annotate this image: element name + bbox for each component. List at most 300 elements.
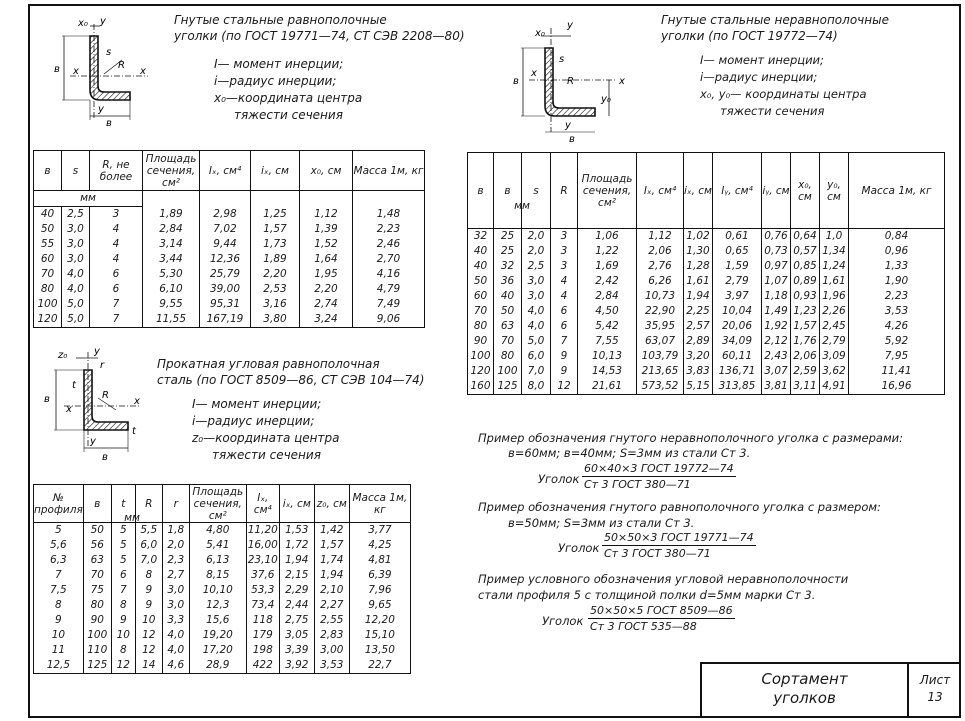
def-inertia-radius: i—радиус инерции; [192,414,315,428]
table-cell: 36 [494,274,522,289]
table-row [468,229,945,245]
table-cell: 2,0 [522,229,551,245]
table-cell: 7 [90,297,143,312]
table-cell: 3,39 [279,643,314,658]
table-cell: 4,26 [849,319,945,334]
table-cell: 3 [551,244,578,259]
table-cell: 15,10 [349,628,410,643]
table-cell: 63 [83,553,111,568]
rolled-equal-angle-diagram [36,344,156,464]
table-cell: 198 [246,643,279,658]
table-cell: 2,70 [353,252,425,267]
table-cell: 9,44 [200,237,251,252]
table-cell: 6,39 [349,568,410,583]
table-cell: 7,0 [522,364,551,379]
table-cell: 19,20 [189,628,246,643]
table-row [34,628,411,643]
y-label-bottom: y [90,436,96,447]
R-label: R [118,60,125,71]
table-cell: 6 [551,304,578,319]
table-cell: 4,0 [522,304,551,319]
table-cell: 73,4 [246,598,279,613]
table-cell: 17,20 [189,643,246,658]
table-cell: 4 [90,222,143,237]
table-cell: 125 [494,379,522,395]
table-cell: 2,23 [353,222,425,237]
table-cell: 6,10 [143,282,200,297]
table-cell: 5 [111,538,135,553]
table-cell: 8 [34,598,84,613]
example-1-line-1: Пример обозначения гнутого неравнополочного уголка с размерами: [478,431,903,445]
sheet-title [702,670,907,708]
table-row [34,267,425,282]
table-cell: 3,81 [762,379,791,395]
col-mass: Масса 1м, кг [849,153,945,229]
table-cell: 1,52 [300,237,353,252]
table-row [34,568,411,583]
col-ix: iₓ, см [251,151,300,191]
table-cell: 1,33 [849,259,945,274]
table-cell: 213,65 [637,364,684,379]
table-cell: 0,76 [762,229,791,245]
table-cell: 9 [111,613,135,628]
bent-unequal-angle-diagram [505,14,635,144]
table-cell: 2,76 [637,259,684,274]
table-cell: 2,20 [300,282,353,297]
table-cell: 1,39 [300,222,353,237]
table-cell: 2,59 [791,364,820,379]
table-cell: 120 [468,364,494,379]
example-2-numerator: 50×50×3 ГОСТ 19771—74 [604,531,754,544]
col-t: t [111,485,135,523]
table-cell: 4,0 [522,319,551,334]
table-cell: 1,18 [762,289,791,304]
table-cell: 1,90 [849,274,945,289]
table-cell: 2,5 [522,259,551,274]
table-cell: 118 [246,613,279,628]
table-cell: 3,07 [762,364,791,379]
example-2-word: Уголок [558,541,600,555]
col-Iy: Iᵧ, см⁴ [713,153,762,229]
table-row [34,297,425,312]
example-3-word: Уголок [542,614,584,628]
table-cell: 0,97 [762,259,791,274]
col-profile: № профиля [34,485,84,523]
table-cell: 6,3 [34,553,84,568]
table-cell: 25 [494,244,522,259]
table-cell: 95,31 [200,297,251,312]
y-label-bottom: y [98,104,104,115]
table-cell: 2,10 [314,583,349,598]
table-cell: 9,55 [143,297,200,312]
table-cell: 70 [494,334,522,349]
def-centroid: x₀—координата центра [214,91,363,105]
table-cell: 40 [494,289,522,304]
table-cell: 10,13 [578,349,637,364]
table-cell: 16,00 [247,539,278,551]
table-cell: 7 [111,583,135,598]
table-cell: 120 [34,312,62,328]
bent-unequal-unit-mm: мм [514,200,530,212]
bent-equal-definitions [214,56,362,124]
table-cell: 37,6 [246,568,279,583]
sheet-number: 13 [927,690,943,704]
table-cell: 2,57 [684,319,713,334]
r-label: r [100,360,105,371]
table-cell: 2,46 [353,237,425,252]
table-cell: 7,02 [200,222,251,237]
table-cell: 2,79 [713,274,762,289]
def-centroid-cont: тяжести сечения [212,448,321,462]
table-cell: 100 [83,628,111,643]
table-cell: 8 [135,568,162,583]
table-cell: 4,0 [162,628,189,643]
z0-label: z₀ [58,350,68,361]
table-cell: 2,98 [200,207,251,223]
table-cell: 1,69 [578,259,637,274]
example-1-line-2: в=60мм; в=40мм; S=3мм из стали Ст 3. [508,446,751,460]
table-cell: 9 [551,349,578,364]
table-cell: 80 [83,598,111,613]
table-cell: 3,92 [279,658,314,674]
table-cell: 4 [551,274,578,289]
table-cell: 35,95 [637,319,684,334]
table-cell: 3 [90,207,143,223]
table-cell: 60,11 [713,349,762,364]
table-cell: 3,0 [522,289,551,304]
b-label-horizontal: в [102,452,108,463]
x0-label: x₀ [78,18,88,29]
R-label: R [567,76,574,87]
table-cell: 100 [34,297,62,312]
col-mass: Масса 1м, кг [353,151,425,191]
table-cell: 7,55 [578,334,637,349]
table-cell: 4,91 [820,379,849,395]
table-cell: 1,07 [762,274,791,289]
y0-label: y₀ [601,94,611,105]
table-cell: 5 [34,523,84,539]
table-cell: 10,04 [713,304,762,319]
table-cell: 2,42 [578,274,637,289]
table-cell: 5,30 [143,267,200,282]
table-cell: 8 [111,643,135,658]
x-label-left: x [66,404,72,415]
example-2-line-1: Пример обозначения гнутого равнополочного уголка с размером: [478,500,881,514]
table-cell: 11,20 [247,524,278,536]
table-cell: 1,34 [820,244,849,259]
R-label: R [102,390,109,401]
table-cell: 14,53 [578,364,637,379]
table-cell: 3,62 [820,364,849,379]
bent-unequal-table [467,152,945,395]
table-row [468,304,945,319]
table-cell: 90 [468,334,494,349]
table-cell: 313,85 [713,379,762,395]
table-cell: 2,12 [762,334,791,349]
table-cell: 0,65 [713,244,762,259]
table-cell: 2,0 [522,244,551,259]
table-cell: 6,0 [522,349,551,364]
table-cell: 7,95 [849,349,945,364]
table-cell: 4,0 [162,643,189,658]
table-cell: 40 [34,207,62,223]
col-area: Площадь сечения, см² [143,151,200,191]
table-cell: 12 [135,643,162,658]
s-label: s [106,47,112,58]
table-cell: 3,11 [791,379,820,395]
example-2-line-2: в=50мм; S=3мм из стали Ст 3. [508,516,695,530]
bent-unequal-title-l2: уголки (по ГОСТ 19772—74) [661,29,838,43]
col-Ix: Iₓ, см⁴ [637,153,684,229]
table-cell: 1,57 [251,222,300,237]
table-cell: 2,79 [820,334,849,349]
table-cell: 6 [90,267,143,282]
table-cell: 5,41 [189,538,246,553]
table-cell: 2,74 [300,297,353,312]
example-3-designation [588,604,735,633]
table-cell: 1,59 [713,259,762,274]
sheet-title-l1: Сортамент [761,670,848,688]
table-cell: 25 [494,229,522,245]
table-cell: 6,13 [189,553,246,568]
table-row [34,538,411,553]
table-cell: 1,49 [762,304,791,319]
table-row [468,334,945,349]
title-block [700,662,961,718]
table-cell: 22,7 [349,658,410,674]
bent-unequal-title [661,12,889,44]
example-1-denominator: Ст 3 ГОСТ 380—71 [584,478,691,491]
table-cell: 1,61 [684,274,713,289]
table-cell: 9,65 [349,598,410,613]
table-cell: 3,0 [162,598,189,613]
table-cell: 6 [551,319,578,334]
b-label-horizontal: в [106,118,112,129]
table-cell: 7 [551,334,578,349]
table-cell: 11 [34,643,84,658]
table-cell: 60 [468,289,494,304]
bent-equal-title-l1: Гнутые стальные равнополочные [174,13,387,27]
table-cell: 2,25 [684,304,713,319]
table-cell: 3,0 [522,274,551,289]
table-cell: 3,53 [314,658,349,674]
table-cell: 2,15 [279,568,314,583]
table-cell: 3,16 [251,297,300,312]
sheet-label: Лист [919,673,951,687]
table-cell: 4,79 [353,282,425,297]
x-label-right: x [134,396,140,407]
table-cell: 3,0 [62,237,90,252]
example-2-designation [602,531,756,560]
example-3-line-1: Пример условного обозначения угловой неравнополочности [478,572,849,586]
table-cell: 1,89 [251,252,300,267]
bent-equal-angle-diagram [40,14,160,129]
table-cell: 7 [34,568,84,583]
def-inertia-moment: I— момент инерции; [192,397,322,411]
sheet-title-l2: уголков [773,689,836,707]
table-cell: 3,44 [143,252,200,267]
table-cell: 10 [135,613,162,628]
table-cell: 11,41 [849,364,945,379]
table-cell: 4,81 [349,553,410,568]
table-row [468,364,945,379]
col-b: в [83,485,111,523]
table-cell: 5,92 [849,334,945,349]
unit-mm: мм [34,191,143,207]
table-cell: 7 [90,312,143,328]
y-label: y [100,16,106,27]
table-cell: 4,50 [578,304,637,319]
example-3-line-2: стали профиля 5 с толщиной полки d=5мм марки Ст 3. [478,588,816,602]
table-cell: 167,19 [200,312,251,328]
table-cell: 32 [494,259,522,274]
table-cell: 3 [551,259,578,274]
table-cell: 1,8 [162,523,189,539]
table-cell: 8 [111,598,135,613]
table-cell: 63,07 [637,334,684,349]
table-cell: 2,29 [279,583,314,598]
table-cell: 32 [468,229,494,245]
table-row [468,274,945,289]
example-1-numerator: 60×40×3 ГОСТ 19772—74 [584,462,734,475]
table-cell: 6 [90,282,143,297]
table-cell: 53,3 [246,583,279,598]
table-row [34,643,411,658]
table-cell: 5,0 [62,297,90,312]
table-cell: 0,96 [849,244,945,259]
table-row [34,312,425,328]
table-cell: 3,3 [162,613,189,628]
table-cell: 3,00 [314,643,349,658]
sheet-number-cell [909,672,961,706]
table-cell: 1,57 [791,319,820,334]
table-cell: 2,06 [791,349,820,364]
b-label-vertical: в [54,64,60,75]
def-inertia-radius: i—радиус инерции; [700,70,818,84]
table-cell: 25,79 [200,267,251,282]
y-label-bottom: y [565,120,571,131]
table-cell: 50 [83,523,111,539]
def-centroid-cont: тяжести сечения [720,104,825,118]
table-cell: 6,0 [135,538,162,553]
example-1-designation [582,462,736,491]
table-cell: 70 [468,304,494,319]
table-cell: 80 [34,282,62,297]
table-cell: 6,26 [637,274,684,289]
table-cell: 2,89 [684,334,713,349]
table-cell: 12 [551,379,578,395]
table-cell: 10 [111,628,135,643]
table-cell: 1,22 [578,244,637,259]
table-cell: 55 [34,237,62,252]
table-cell: 2,06 [637,244,684,259]
table-cell: 2,23 [849,289,945,304]
table-cell: 0,85 [791,259,820,274]
def-centroid: z₀—координата центра [192,431,340,445]
table-row [34,252,425,267]
col-area: Площадь сечения, см² [578,153,637,229]
table-cell: 3,97 [713,289,762,304]
table-cell: 4 [90,237,143,252]
table-cell: 10,10 [189,583,246,598]
table-cell: 90 [83,613,111,628]
table-cell: 8,15 [189,568,246,583]
table-cell: 1,28 [684,259,713,274]
table-cell: 4,0 [62,267,90,282]
example-3-numerator: 50×50×5 ГОСТ 8509—86 [590,604,733,617]
x-label-left: x [73,66,79,77]
table-cell: 15,6 [189,613,246,628]
table-cell: 40 [468,244,494,259]
table-cell: 5,0 [62,312,90,328]
col-Ix: Iₓ, см⁴ [200,151,251,191]
table-cell: 10 [34,628,84,643]
table-cell: 4,6 [162,658,189,674]
table-cell: 9 [135,583,162,598]
table-cell: 4,16 [353,267,425,282]
table-cell: 4 [551,289,578,304]
rolled-equal-unit-mm: мм [124,512,140,524]
bent-equal-title-l2: уголки (по ГОСТ 19771—74, СТ СЭВ 2208—80) [174,29,465,43]
col-b2: в [494,153,522,229]
table-cell: 7,49 [353,297,425,312]
table-cell: 60 [34,252,62,267]
table-row [468,319,945,334]
table-cell: 9 [34,613,84,628]
table-cell: 13,50 [349,643,410,658]
table-cell: 2,5 [62,207,90,223]
table-cell: 1,89 [143,207,200,223]
x-label-left: x [531,68,537,79]
table-cell: 1,94 [314,568,349,583]
table-cell: 21,61 [578,379,637,395]
table-cell: 56 [83,538,111,553]
def-centroid-cont: тяжести сечения [234,108,343,122]
table-cell: 2,53 [251,282,300,297]
col-x0: x₀, см [300,151,353,191]
table-cell: 28,9 [189,658,246,674]
col-z0: z₀, см [314,485,349,523]
table-cell: 2,0 [162,538,189,553]
t-label-bottom: t [132,426,136,437]
def-inertia-moment: I— момент инерции; [214,57,344,71]
table-cell: 1,64 [300,252,353,267]
table-cell: 1,73 [251,237,300,252]
table-cell: 2,75 [279,613,314,628]
table-cell: 34,09 [713,334,762,349]
table-row [34,553,411,568]
table-cell: 1,12 [637,229,684,245]
table-cell: 0,89 [791,274,820,289]
table-cell: 2,55 [314,613,349,628]
table-cell: 5,42 [578,319,637,334]
table-cell: 136,71 [713,364,762,379]
table-cell: 3,09 [820,349,849,364]
table-cell: 22,90 [637,304,684,319]
col-Ix: Iₓ, см⁴ [246,485,279,523]
table-cell: 12 [111,658,135,674]
table-cell: 12 [135,628,162,643]
table-cell: 1,48 [353,207,425,223]
col-x0: x₀, см [791,153,820,229]
table-cell: 10,73 [637,289,684,304]
rolled-equal-title [157,356,424,388]
table-row [34,282,425,297]
table-row [34,583,411,598]
table-cell: 3,83 [684,364,713,379]
col-R: R, не более [90,151,143,191]
table-cell: 422 [246,658,279,674]
